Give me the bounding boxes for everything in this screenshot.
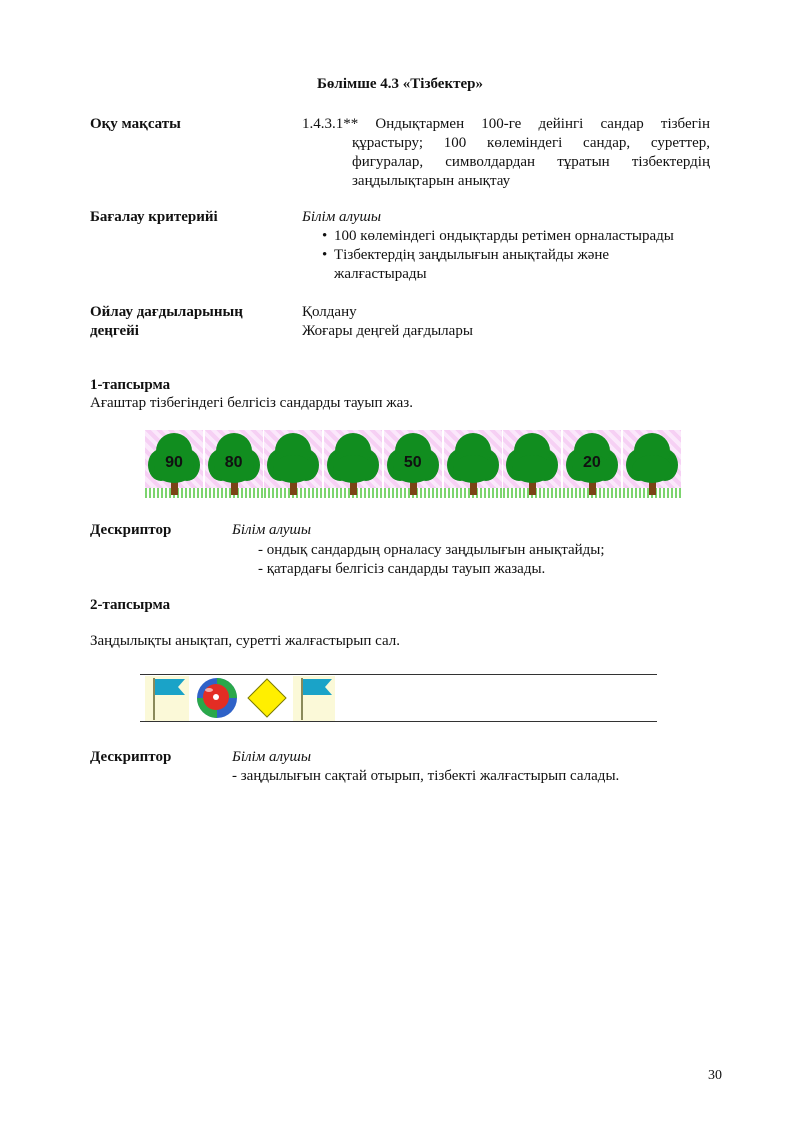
objective-line-4: заңдылықтарын анықтау bbox=[352, 173, 511, 189]
tree-item bbox=[563, 430, 621, 498]
criteria-bullet-text: Тізбектердің заңдылығын анықтайды және жалғастырады bbox=[334, 247, 610, 282]
tree-item bbox=[444, 430, 502, 498]
descriptor1-item: - қатардағы белгісіз сандарды тауып жазады. bbox=[258, 561, 546, 577]
tree-number: 20 bbox=[582, 454, 601, 471]
thinking-value-line-1: Қолдану bbox=[302, 304, 357, 320]
thinking-label bbox=[90, 303, 243, 341]
objective-line-1: 1.4.3.1** Ондықтармен 100-ге дейінгі сандар тізбегін bbox=[302, 116, 710, 132]
tree-item bbox=[264, 430, 322, 498]
ball-icon bbox=[195, 676, 241, 721]
tree-number: 50 bbox=[403, 454, 422, 471]
task2-title: 2-тапсырма bbox=[90, 597, 171, 613]
task1-title: 1-тапсырма bbox=[90, 377, 171, 393]
sequence-bottom-line bbox=[140, 721, 657, 722]
descriptor2-label: Дескриптор bbox=[90, 749, 172, 765]
tree-item bbox=[503, 430, 561, 498]
criteria-bullets bbox=[322, 227, 712, 284]
criteria-bullet bbox=[322, 246, 654, 284]
tree-item bbox=[384, 430, 442, 498]
criteria-intro: Білім алушы bbox=[302, 209, 382, 225]
tree-item bbox=[205, 430, 263, 498]
flag-icon bbox=[293, 676, 335, 721]
task1-instruction: Ағаштар тізбегіндегі белгісіз сандарды тауып жаз. bbox=[90, 395, 413, 411]
objective-label: Оқу мақсаты bbox=[90, 116, 181, 132]
tree-item bbox=[324, 430, 382, 498]
thinking-value-line-2: Жоғары деңгей дағдылары bbox=[302, 323, 473, 339]
tree-number: 80 bbox=[224, 454, 243, 471]
bullet-icon: • bbox=[322, 228, 328, 244]
flag-icon bbox=[145, 676, 189, 721]
task2-instruction: Заңдылықты анықтап, суретті жалғастырып сал. bbox=[90, 633, 401, 649]
criteria-bullet-text: 100 көлеміндегі ондықтарды ретімен орналастырады bbox=[334, 228, 674, 244]
descriptor1-items bbox=[258, 541, 605, 579]
thinking-value bbox=[302, 303, 473, 341]
sequence-top-line bbox=[140, 674, 657, 675]
objective-line-2: құрастыру; 100 көлеміндегі сандар, суреттер, bbox=[352, 135, 710, 151]
bullet-icon: • bbox=[322, 247, 328, 263]
descriptor1-intro: Білім алушы bbox=[232, 522, 312, 538]
descriptor2-intro: Білім алушы bbox=[232, 749, 312, 765]
descriptor1-item: - ондық сандардың орналасу заңдылығын анықтайды; bbox=[258, 542, 605, 558]
descriptor1-label: Дескриптор bbox=[90, 522, 172, 538]
tree-number: 90 bbox=[165, 454, 183, 471]
tree-icon bbox=[325, 433, 381, 483]
section-title: Бөлімше 4.3 «Тізбектер» bbox=[317, 76, 483, 92]
criteria-label: Бағалау критерийі bbox=[90, 209, 218, 225]
tree-icon bbox=[445, 433, 501, 483]
tree-item bbox=[623, 430, 681, 498]
tree-icon bbox=[504, 433, 560, 483]
descriptor2-item: - заңдылығын сақтай отырып, тізбекті жалғастырып салады. bbox=[232, 768, 620, 784]
tree-item bbox=[145, 430, 203, 498]
thinking-label-line-2: деңгейі bbox=[90, 323, 139, 339]
objective-text bbox=[302, 115, 710, 191]
objective-line-3: фигуралар, символдардан тұратын тізбектердің bbox=[352, 154, 710, 170]
tree-icon bbox=[624, 433, 680, 483]
tree-icon bbox=[265, 433, 321, 483]
page-number: 30 bbox=[708, 1068, 722, 1083]
thinking-label-line-1: Ойлау дағдыларының bbox=[90, 304, 243, 320]
descriptor2-items bbox=[232, 767, 619, 786]
diamond-icon bbox=[245, 676, 289, 721]
criteria-bullet bbox=[322, 227, 712, 246]
tree-sequence bbox=[145, 430, 681, 498]
